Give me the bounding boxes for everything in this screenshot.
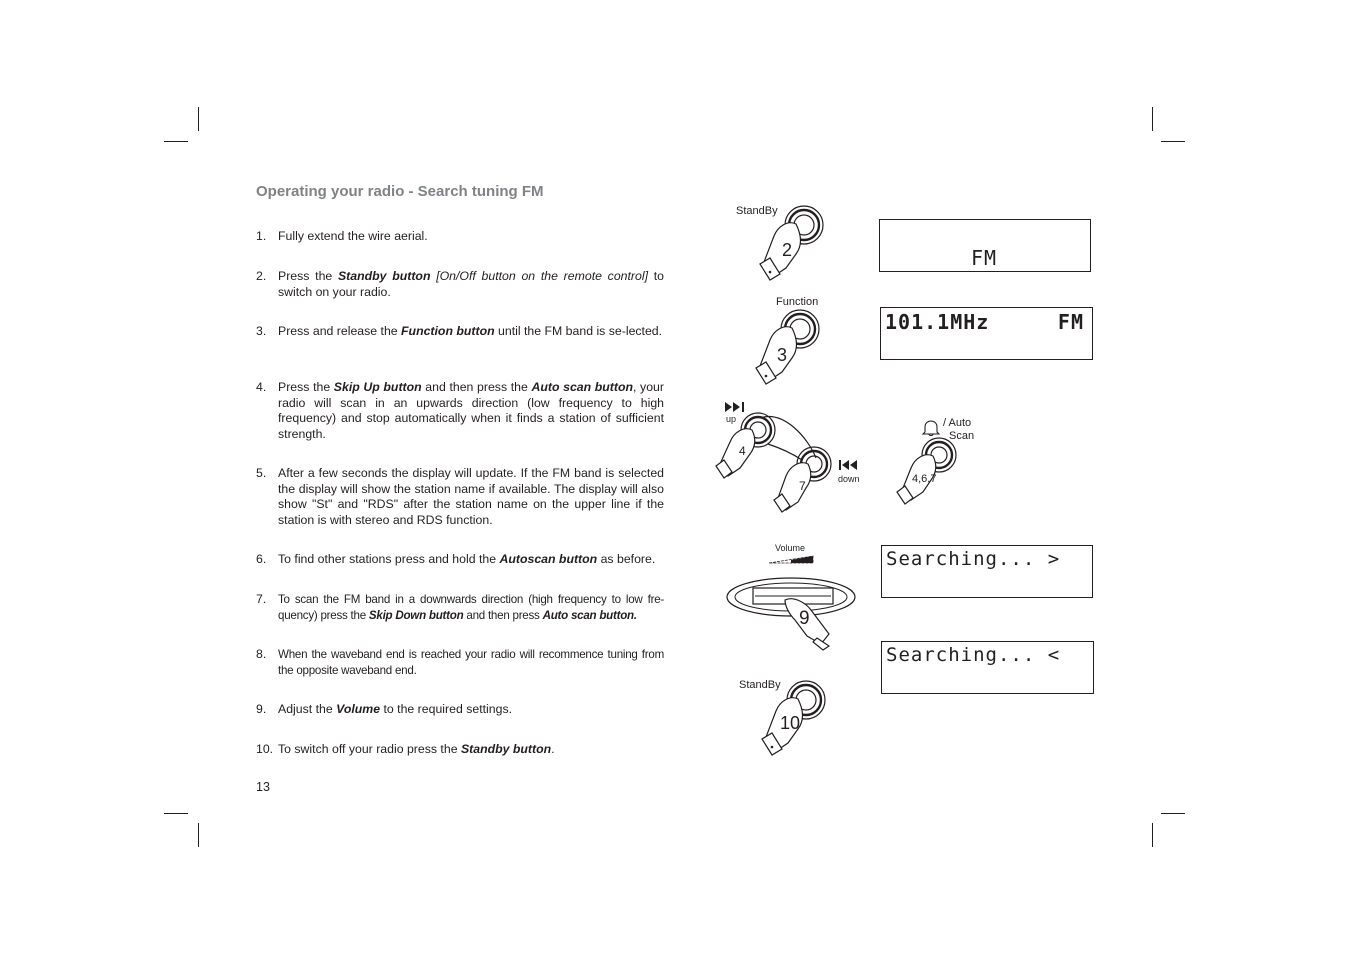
step-item — [256, 702, 664, 718]
crop-mark — [1152, 107, 1153, 131]
standby-off-knob-hand-illustration — [754, 677, 854, 762]
crop-mark — [198, 107, 199, 131]
step-text: Press the Standby button [On/Off button on the remote control] to switch on your radio. — [278, 269, 664, 299]
crop-mark — [164, 813, 188, 814]
step-item — [256, 229, 664, 245]
lcd-display — [881, 641, 1094, 694]
volume-label: Volume — [775, 543, 806, 553]
step-number: 5. — [256, 466, 267, 480]
step-marker: 4 — [739, 444, 746, 458]
function-knob-hand-illustration — [748, 306, 848, 391]
step-item — [256, 592, 664, 623]
step-item — [256, 380, 664, 442]
step-text: When the waveband end is reached your radio will recommence tuning from the opposite waveband end. — [278, 648, 664, 677]
step-marker: 7 — [799, 479, 806, 493]
emphasis-text: Standby button — [337, 269, 431, 283]
lcd-line1: Searching... < — [886, 644, 1061, 666]
standby-knob-hand-illustration — [752, 202, 852, 287]
step-number: 3. — [256, 324, 267, 338]
skip-back-icon — [839, 459, 861, 471]
step-marker: 2 — [782, 240, 793, 260]
lcd-display — [880, 307, 1093, 360]
emphasis-text: Autoscan button — [499, 552, 598, 566]
step-item — [256, 647, 664, 678]
step-text: Press and release the Function button until the FM band is se-lected. — [278, 324, 663, 338]
step-item — [256, 466, 664, 528]
step-number: 4. — [256, 380, 267, 394]
skip-buttons-hand-illustration — [712, 410, 842, 520]
italic-text: [On/Off button on the remote control] — [436, 269, 648, 283]
emphasis-text: Auto scan button — [531, 380, 633, 394]
emphasis-text: Standby button — [460, 742, 552, 756]
step-number: 9. — [256, 702, 267, 716]
section-title: Operating your radio - Search tuning FM — [256, 183, 544, 200]
step-marker: 4,6,7 — [912, 473, 937, 485]
step-text: Fully extend the wire aerial. — [278, 229, 428, 243]
lcd-line1: 101.1MHz — [885, 310, 990, 334]
lcd-display — [881, 545, 1093, 598]
emphasis-text: Function button — [401, 324, 495, 338]
standby-label: StandBy — [739, 679, 781, 691]
crop-mark — [164, 141, 188, 142]
step-number: 1. — [256, 229, 267, 243]
emphasis-text: Skip Up button — [333, 380, 422, 394]
step-number: 2. — [256, 269, 267, 283]
volume-level-icon — [769, 555, 815, 565]
step-text: To switch off your radio press the Standby button. — [278, 742, 555, 756]
standby-label: StandBy — [736, 205, 778, 217]
step-item — [256, 552, 664, 568]
step-text: To find other stations press and hold the Autoscan button as before. — [278, 552, 656, 566]
up-label: up — [726, 414, 737, 424]
step-number: 10. — [256, 742, 274, 756]
lcd-line2: FM — [971, 246, 998, 270]
volume-slider-hand-illustration — [725, 574, 865, 664]
emphasis-text: Auto scan button. — [542, 608, 637, 622]
crop-mark — [1161, 813, 1185, 814]
down-label: down — [838, 474, 860, 484]
step-text: Adjust the Volume to the required settings. — [278, 702, 513, 716]
lcd-display — [879, 219, 1091, 272]
emphasis-text: Skip Down button — [368, 608, 464, 622]
crop-mark — [1161, 141, 1185, 142]
step-item — [256, 742, 664, 758]
page-number: 13 — [256, 780, 270, 794]
step-number: 7. — [256, 592, 267, 606]
auto-scan-label: Scan — [949, 430, 975, 442]
lcd-line1: Searching... > — [886, 548, 1061, 570]
emphasis-text: Volume — [336, 702, 381, 716]
step-text: To scan the FM band in a downwards direction (high frequency to low fre-quency) press the Skip Down button and then press Auto scan button. — [278, 593, 664, 622]
auto-scan-label: / Auto — [943, 417, 972, 429]
function-label: Function — [776, 296, 819, 308]
bell-icon — [922, 420, 940, 436]
step-marker: 10 — [780, 713, 801, 733]
crop-mark — [1152, 823, 1153, 847]
step-item — [256, 324, 664, 340]
step-number: 6. — [256, 552, 267, 566]
lcd-line1-right: FM — [1057, 310, 1084, 334]
step-marker: 9 — [799, 608, 810, 629]
step-text: After a few seconds the display will update. If the FM band is selected the display will show the station name if available. The display will also show "St" and "RDS" after the station name on the upper line if the station is with stereo and RDS function. — [278, 466, 664, 527]
step-item — [256, 269, 664, 300]
step-marker: 3 — [777, 345, 788, 365]
step-text: Press the Skip Up button and then press the Auto scan button, your radio will scan in an upwards direction (low frequency to high frequency) and stop automatically when it finds a station of sufficient strength. — [278, 380, 664, 441]
crop-mark — [198, 823, 199, 847]
step-number: 8. — [256, 647, 267, 661]
